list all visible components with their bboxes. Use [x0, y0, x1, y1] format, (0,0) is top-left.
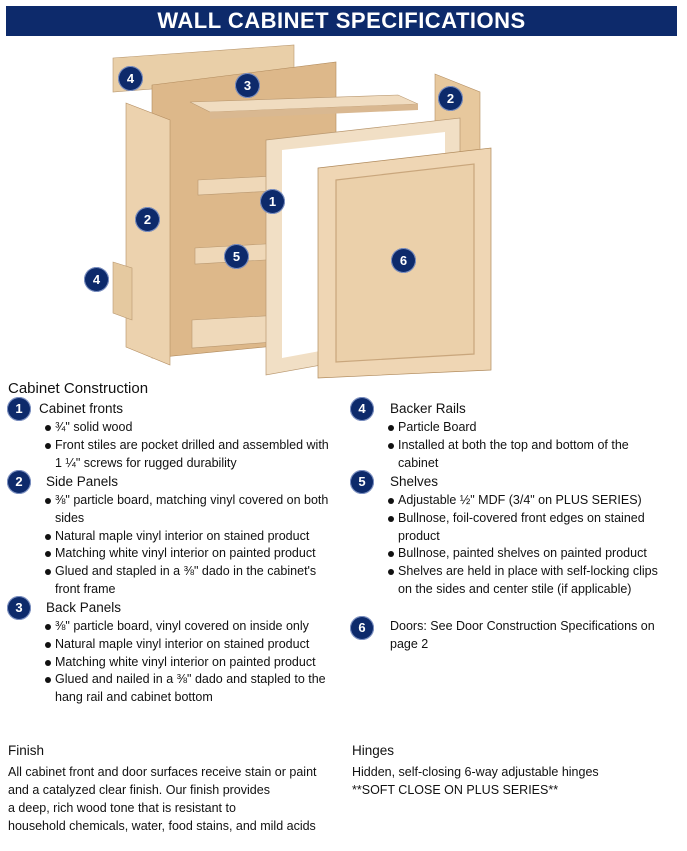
diagram-badge-4-top: 4: [118, 66, 143, 91]
list-item: Installed at both the top and bottom of the cabinet: [388, 437, 665, 473]
diagram-badge-2-left: 2: [135, 207, 160, 232]
hinges-line: Hidden, self-closing 6-way adjustable hinges: [352, 765, 599, 779]
finish-line: a deep, rich wood tone that is resistant to: [8, 801, 236, 815]
badge-6: 6: [350, 616, 374, 640]
hinges-title: Hinges: [352, 743, 395, 758]
list-item: Front stiles are pocket drilled and assembled with 1 ¼" screws for rugged durability: [45, 437, 337, 473]
diagram-badge-4-bottom: 4: [84, 267, 109, 292]
badge-4: 4: [350, 397, 374, 421]
exploded-cabinet-diagram: [0, 40, 687, 380]
page-title: WALL CABINET SPECIFICATIONS: [6, 6, 677, 36]
finish-section: [8, 742, 348, 835]
list-item: Natural maple vinyl interior on stained product: [45, 528, 337, 546]
spec-heading: Cabinet fronts: [39, 401, 124, 416]
left-side-panel: [126, 103, 170, 365]
list-item: Bullnose, foil-covered front edges on stained product: [388, 510, 670, 546]
badge-5: 5: [350, 470, 374, 494]
spec-doors: [350, 617, 660, 653]
badge-2: 2: [7, 470, 31, 494]
list-item: Natural maple vinyl interior on stained product: [45, 636, 337, 654]
cabinet-illustration: [0, 40, 687, 380]
spec-heading: Backer Rails: [390, 401, 466, 416]
hinges-section: [352, 742, 672, 799]
badge-1: 1: [7, 397, 31, 421]
badge-3: 3: [7, 596, 31, 620]
list-item: Glued and nailed in a ⅜" dado and stapled to the hang rail and cabinet bottom: [45, 671, 337, 707]
list-item: Matching white vinyl interior on painted product: [45, 654, 337, 672]
spec-cabinet-fronts: [7, 399, 337, 472]
finish-line: All cabinet front and door surfaces receive stain or paint: [8, 765, 317, 779]
list-item: Glued and stapled in a ⅜" dado in the cabinet's front frame: [45, 563, 337, 599]
spec-heading: Back Panels: [46, 600, 122, 615]
list-item: Adjustable ½" MDF (3/4" on PLUS SERIES): [388, 492, 670, 510]
list-item: Particle Board: [388, 419, 665, 437]
spec-backer-rails: [350, 399, 665, 472]
spec-heading: Shelves: [390, 474, 439, 489]
list-item: Matching white vinyl interior on painted product: [45, 545, 337, 563]
list-item: ¾" solid wood: [45, 419, 337, 437]
spec-back-panels: [7, 598, 337, 707]
diagram-badge-5: 5: [224, 244, 249, 269]
diagram-badge-1: 1: [260, 189, 285, 214]
list-item: Bullnose, painted shelves on painted product: [388, 545, 670, 563]
list-item: ⅜" particle board, matching vinyl covered on both sides: [45, 492, 337, 528]
list-item: ⅜" particle board, vinyl covered on inside only: [45, 618, 337, 636]
spec-heading: Side Panels: [46, 474, 119, 489]
finish-line: and a catalyzed clear finish. Our finish provides: [8, 783, 270, 797]
spec-heading: Doors: See Door Construction Specifications on page 2: [390, 619, 655, 651]
finish-line: household chemicals, water, food stains, and mild acids: [8, 819, 316, 833]
diagram-badge-2-right: 2: [438, 86, 463, 111]
section-title: Cabinet Construction: [8, 380, 149, 397]
diagram-badge-6: 6: [391, 248, 416, 273]
list-item: Shelves are held in place with self-locking clips on the sides and center stile (if applicable): [388, 563, 670, 599]
bottom-backer-rail: [113, 262, 132, 320]
spec-side-panels: [7, 472, 337, 599]
diagram-badge-3: 3: [235, 73, 260, 98]
spec-shelves: [350, 472, 670, 599]
finish-title: Finish: [8, 743, 45, 758]
hinges-line: **SOFT CLOSE ON PLUS SERIES**: [352, 783, 559, 797]
